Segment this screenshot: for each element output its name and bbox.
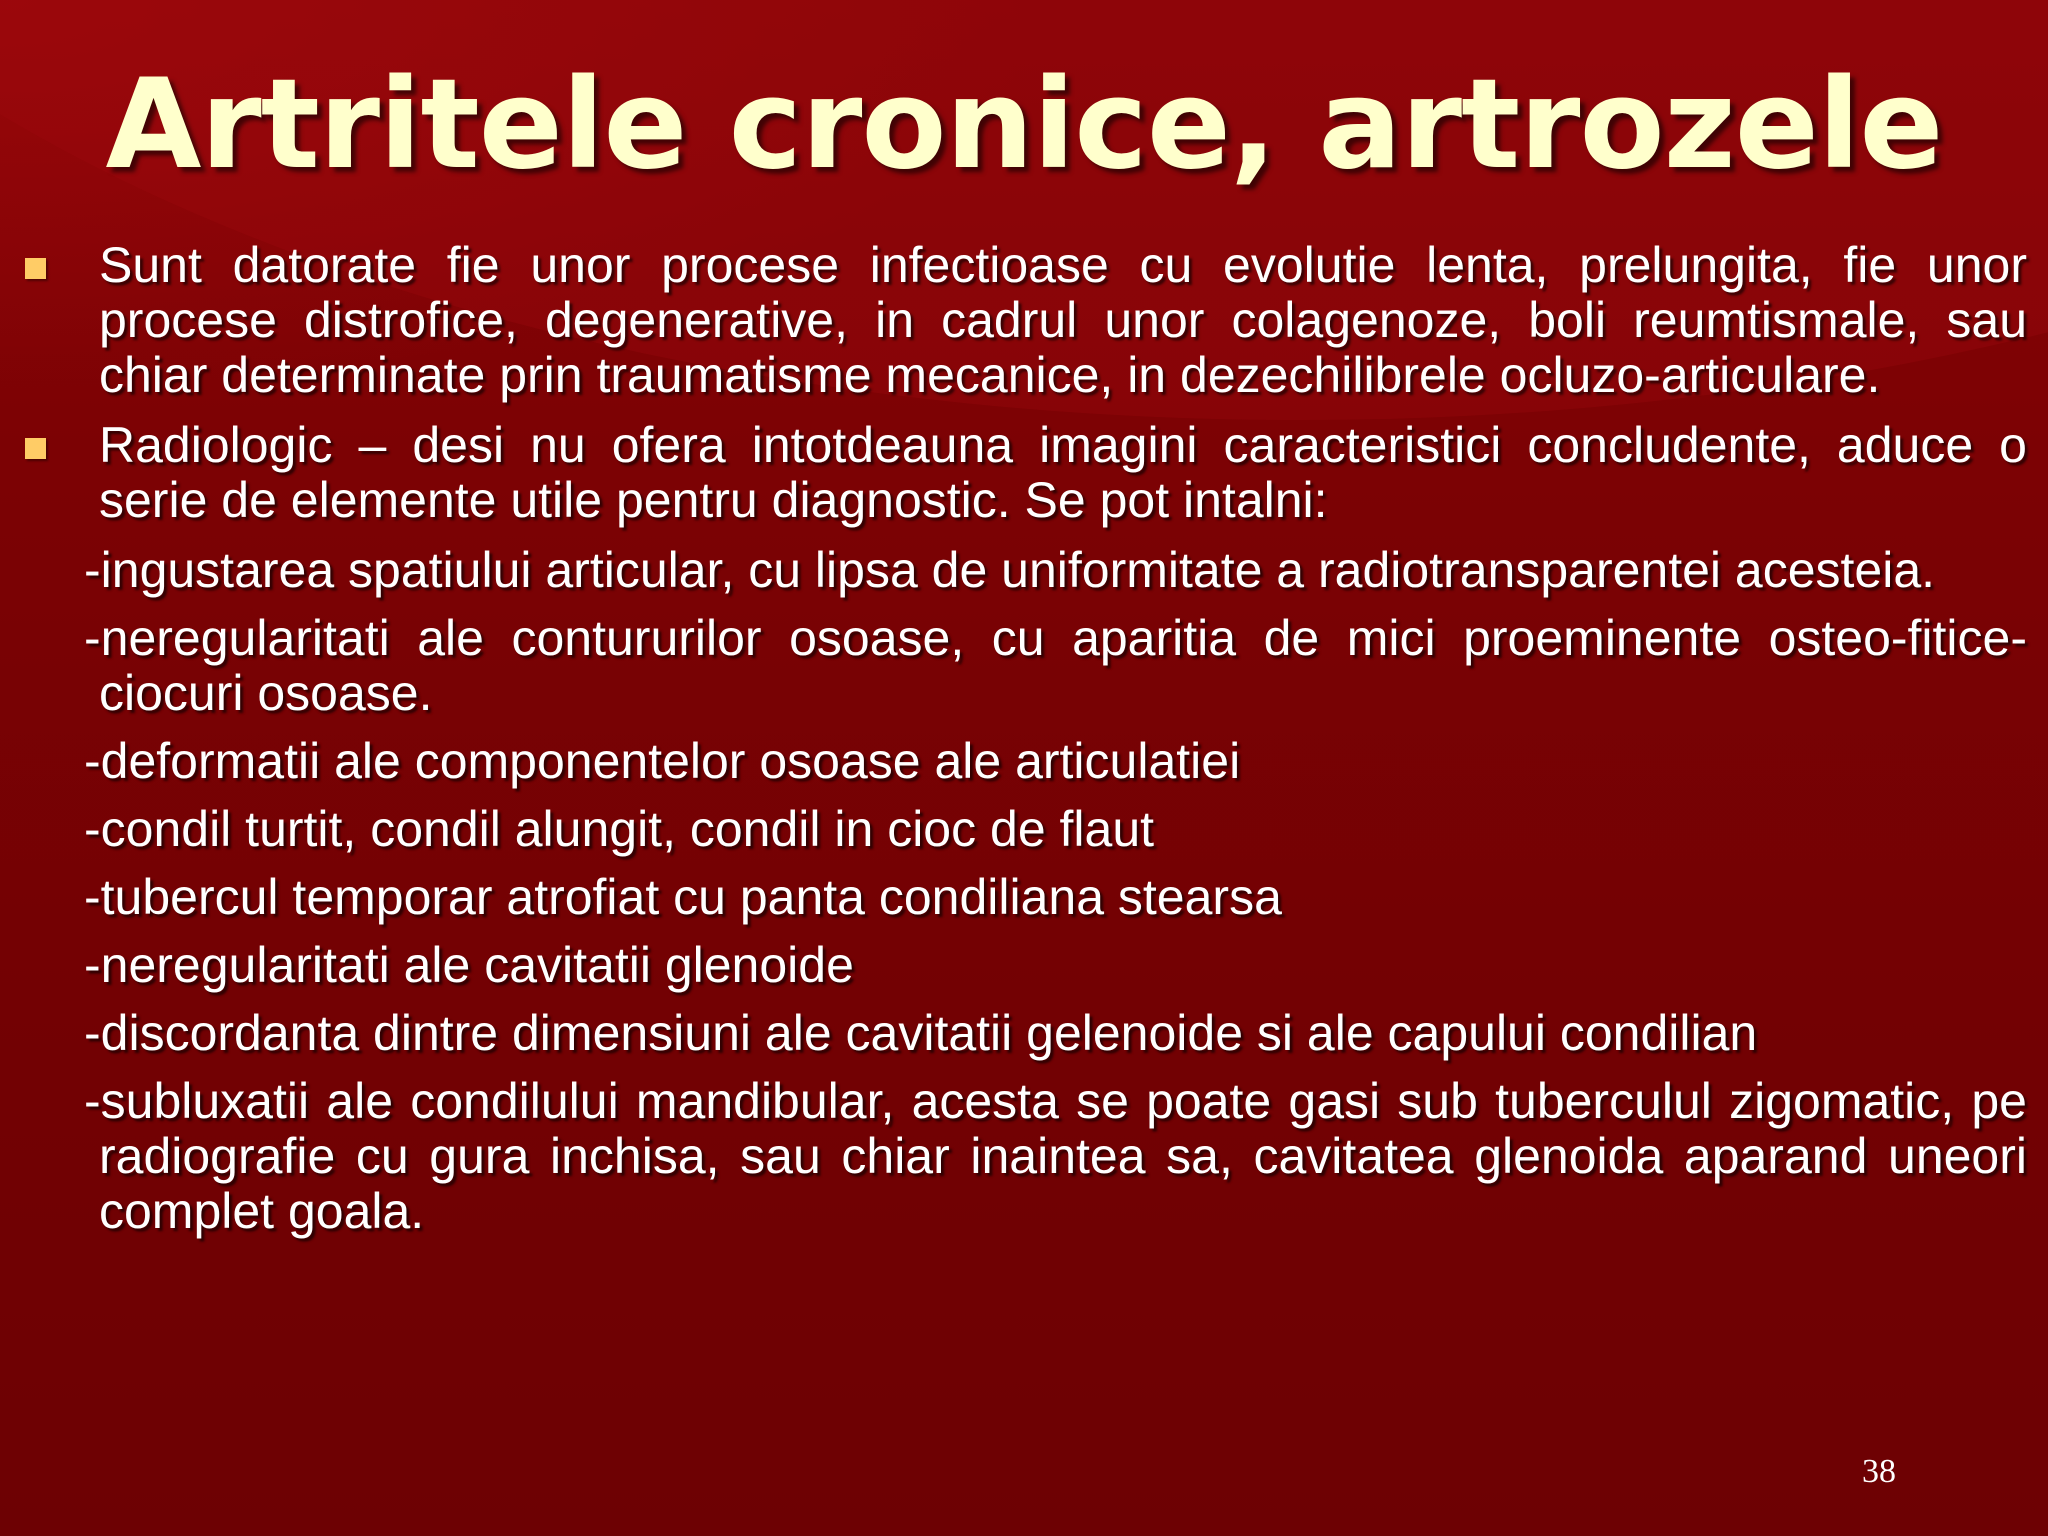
- sub-item: -discordanta dintre dimensiuni ale cavitatii gelenoide si ale capului condilian: [84, 1005, 1758, 1061]
- square-bullet-icon: [25, 258, 46, 279]
- slide-title: Artritele cronice, artrozele: [105, 53, 1943, 197]
- square-bullet-icon: [25, 438, 46, 459]
- sub-item: -deformatii ale componentelor osoase ale articulatiei: [84, 733, 1241, 789]
- bullet-text: Radiologic – desi nu ofera intotdeauna imagini caracteristici concludente, aduce o serie de elemente utile pentru diagnostic. Se pot intalni:: [99, 417, 2027, 528]
- sub-item: -condil turtit, condil alungit, condil in cioc de flaut: [84, 801, 1155, 857]
- slide-content: [0, 238, 2048, 1239]
- sub-item: -tubercul temporar atrofiat cu panta condiliana stearsa: [84, 869, 1282, 925]
- sub-item: -neregularitati ale contururilor osoase, cu aparitia de mici proeminente osteo-fitice-ciocuri osoase.: [84, 610, 2027, 721]
- sub-item: -neregularitati ale cavitatii glenoide: [84, 937, 854, 993]
- sub-item: -subluxatii ale condilului mandibular, acesta se poate gasi sub tuberculul zigomatic, pe radiografie cu gura inchisa, sau chiar inaintea sa, cavitatea glenoida aparand uneori complet goala.: [84, 1073, 2027, 1239]
- bullet-item: [99, 238, 2027, 403]
- sub-item: -ingustarea spatiului articular, cu lipsa de uniformitate a radiotransparentei acesteia.: [84, 542, 1936, 598]
- page-number: 38: [1862, 1453, 1896, 1490]
- bullet-text: Sunt datorate fie unor procese infectioase cu evolutie lenta, prelungita, fie unor procese distrofice, degenerative, in cadrul unor colagenoze, boli reumtismale, sau chiar determinate prin traumatisme mecanice, in dezechilibrele ocluzo-articulare.: [99, 237, 2027, 403]
- bullet-item: [99, 418, 2027, 528]
